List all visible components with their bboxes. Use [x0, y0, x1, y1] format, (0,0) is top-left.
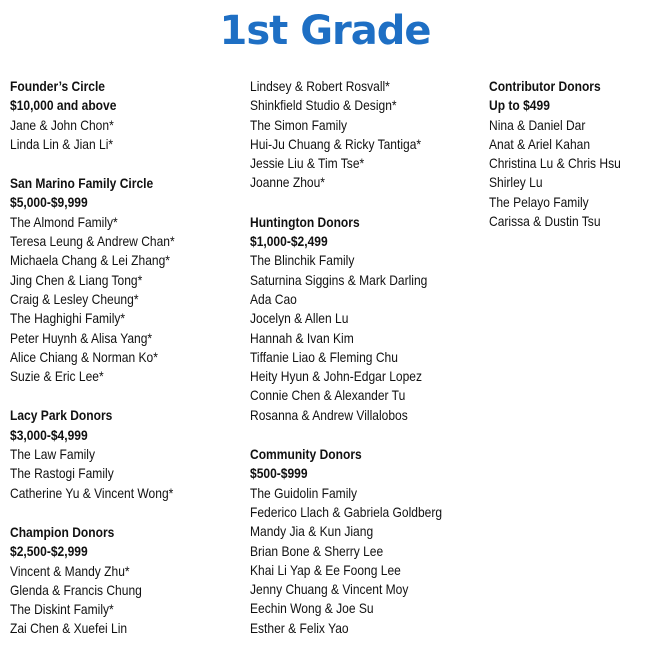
donor-name: Teresa Leung & Andrew Chan* [10, 233, 175, 250]
donor-name: Heity Hyun & John-Edgar Lopez [250, 368, 422, 385]
donor-name: Zai Chen & Xuefei Lin [10, 620, 128, 637]
donor-name: The Haghighi Family* [10, 310, 126, 327]
continued-donor-list [250, 77, 480, 193]
donor-name: Shirley Lu [489, 174, 543, 191]
tier-range: $2,500-$2,999 [10, 543, 88, 560]
donor-name: Suzie & Eric Lee* [10, 368, 104, 385]
donor-name: The Simon Family [250, 116, 348, 133]
donor-name: Peter Huynh & Alisa Yang* [10, 329, 153, 346]
donor-name: Jocelyn & Allen Lu [250, 310, 349, 327]
donor-name: The Diskint Family* [10, 601, 114, 618]
donor-name: Esther & Felix Yao [250, 619, 349, 636]
donor-tier-section [10, 406, 240, 502]
donor-name: Hannah & Ivan Kim [250, 329, 354, 346]
donor-name: Eechin Wong & Joe Su [250, 600, 374, 617]
donor-name: Rosanna & Andrew Villalobos [250, 406, 408, 423]
donor-name: Ada Cao [250, 290, 297, 307]
tier-range: $3,000-$4,999 [10, 426, 88, 443]
tier-range: Up to $499 [489, 97, 550, 114]
donor-tier-section [250, 213, 480, 425]
donor-name: Saturnina Siggins & Mark Darling [250, 271, 428, 288]
donor-name: Federico Llach & Gabriela Goldberg [250, 503, 443, 520]
donor-name: Jane & John Chon* [10, 116, 114, 133]
donor-name: Khai Li Yap & Ee Foong Lee [250, 561, 401, 578]
tier-range: $1,000-$2,499 [250, 233, 328, 250]
donor-column-1 [10, 77, 240, 659]
donor-tier-section [10, 174, 240, 386]
donor-name: Carissa & Dustin Tsu [489, 213, 601, 230]
donor-name: The Blinchik Family [250, 252, 355, 269]
donor-name: Vincent & Mandy Zhu* [10, 562, 130, 579]
donor-name: Linda Lin & Jian Li* [10, 135, 114, 152]
donor-name: Shinkfield Studio & Design* [250, 97, 397, 114]
donor-name: Connie Chen & Alexander Tu [250, 387, 406, 404]
donor-name: Jenny Chuang & Vincent Moy [250, 581, 409, 598]
donor-name: Jing Chen & Liang Tong* [10, 271, 143, 288]
tier-heading: Champion Donors [10, 523, 115, 540]
tier-range: $5,000-$9,999 [10, 194, 88, 211]
donor-name: The Law Family [10, 446, 95, 463]
donor-name: Nina & Daniel Dar [489, 116, 586, 133]
donor-name: Joanne Zhou* [250, 174, 325, 191]
donor-name: Lindsey & Robert Rosvall* [250, 78, 390, 94]
donor-name: The Pelayo Family [489, 193, 589, 210]
donor-column-3 [489, 77, 650, 251]
tier-range: $500-$999 [250, 465, 308, 482]
donor-name: Brian Bone & Sherry Lee [250, 542, 384, 559]
tier-heading: Lacy Park Donors [10, 407, 113, 424]
donor-name: Catherine Yu & Vincent Wong* [10, 484, 174, 501]
donor-name: Tiffanie Liao & Fleming Chu [250, 348, 398, 365]
tier-heading: Founder’s Circle [10, 78, 106, 94]
donor-name: Jessie Liu & Tim Tse* [250, 155, 365, 172]
donor-name: Craig & Lesley Cheung* [10, 290, 139, 307]
donor-name: The Rastogi Family [10, 465, 114, 482]
donor-tier-section [10, 77, 240, 154]
tier-heading: Community Donors [250, 446, 362, 463]
donor-tier-section [10, 523, 240, 639]
page-title: 1st Grade [219, 8, 431, 54]
donor-column-2 [250, 77, 480, 658]
donor-name: Glenda & Francis Chung [10, 581, 142, 598]
donor-name: The Guidolin Family [250, 484, 358, 501]
donor-tier-section [489, 77, 650, 231]
donor-name: The Almond Family* [10, 213, 118, 230]
donor-name: Michaela Chang & Lei Zhang* [10, 252, 170, 269]
tier-range: $10,000 and above [10, 97, 117, 114]
donor-name: Hui-Ju Chuang & Ricky Tantiga* [250, 135, 422, 152]
donor-name: Christina Lu & Chris Hsu [489, 155, 621, 172]
donor-name: Anat & Ariel Kahan [489, 135, 591, 152]
tier-heading: Contributor Donors [489, 78, 601, 94]
donor-tier-section [250, 445, 480, 638]
donor-name: Mandy Jia & Kun Jiang [250, 523, 374, 540]
donor-name: Alice Chiang & Norman Ko* [10, 348, 158, 365]
tier-heading: San Marino Family Circle [10, 175, 154, 192]
tier-heading: Huntington Donors [250, 213, 360, 230]
